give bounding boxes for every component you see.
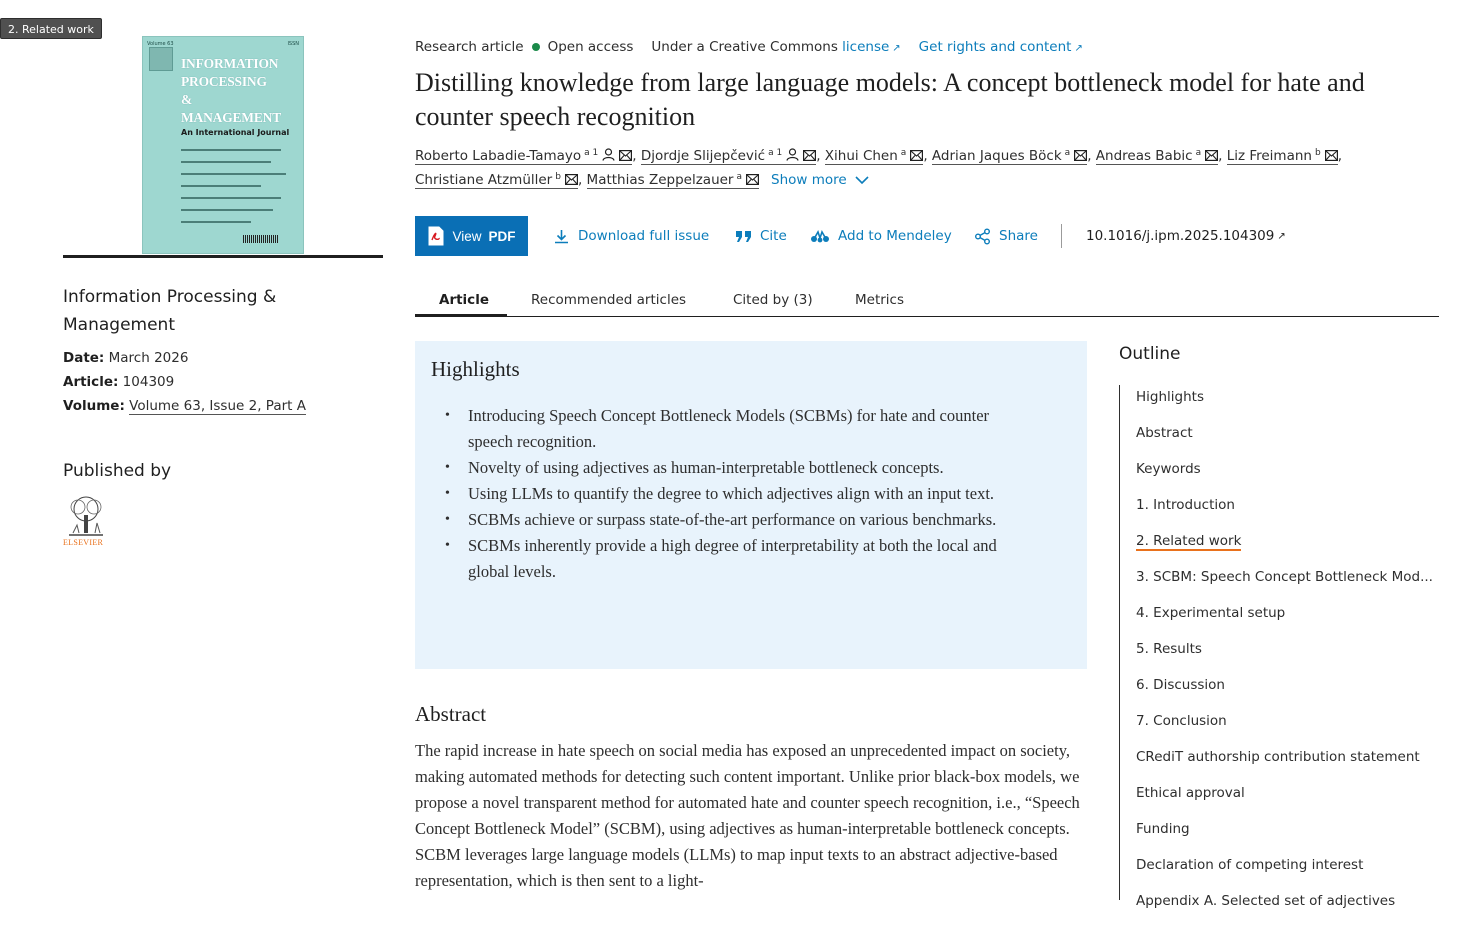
elsevier-cover-logo [149,47,173,71]
elsevier-tree-icon[interactable] [63,495,109,539]
author-name: Andreas Babic [1095,148,1193,164]
outline-item[interactable]: Funding [1136,821,1190,837]
list-item: • Introducing Speech Concept Bottleneck Models (SCBMs) for hate and counter speech recognition. [431,403,1011,455]
email-icon[interactable] [906,148,923,164]
tooltip: 2. Related work [0,18,102,39]
cover-divider [63,255,383,258]
author-link[interactable] [415,172,578,189]
chevron-down-icon [847,172,869,188]
outline-item[interactable]: Ethical approval [1136,785,1245,801]
open-access-dot [532,43,540,51]
email-icon[interactable] [615,148,632,164]
doi-link[interactable]: 10.1016/j.ipm.2025.104309 ↗ [1086,228,1286,244]
author-link[interactable] [641,148,816,165]
author-name: Liz Freimann [1226,148,1312,164]
email-icon[interactable] [1321,148,1338,164]
email-icon[interactable] [561,172,578,188]
highlights-box [415,341,1087,669]
outline-item[interactable]: Abstract [1136,425,1193,441]
rights-link[interactable]: Get rights and content ↗ [918,39,1083,55]
license-prefix: Under a Creative Commons [651,39,838,55]
outline-item[interactable]: Appendix A. Selected set of adjectives [1136,893,1396,909]
abstract-heading: Abstract [415,702,487,726]
list-item: • Using LLMs to quantify the degree to which adjectives align with an input text. [431,481,1011,507]
open-access-label: Open access [547,39,634,55]
outline-item[interactable]: Highlights [1136,389,1204,405]
volume-link[interactable]: Volume 63, Issue 2, Part A [129,398,306,414]
journal-cover[interactable]: Volume 63 ISSN INFORMATION PROCESSING & MANAGEMENT An International Journal [142,36,304,254]
affiliation-marker: a [1064,147,1071,158]
author-link[interactable] [1096,148,1218,165]
mendeley-icon [810,229,830,244]
elsevier-wordmark: ELSEVIER [63,538,104,547]
email-icon[interactable] [1201,148,1218,164]
email-icon[interactable] [1070,148,1087,164]
share-icon [974,228,991,245]
author-list: Roberto Labadie-Tamayo $^{a 1}$ , Djordje Slijepčević $^{a 1}$ , Xihui Chen $^a$ , Adrian Jaques Böck $^a$ , Andreas Babic $^a$ , Liz Freimann $^b$ , Christiane Atzmüller $^b$ , Matthias Zeppelzauer $^a$ Show more [415,147,1342,188]
tab-metrics[interactable]: Metrics [855,292,905,308]
volume-meta: Volume: Volume 63, Issue 2, Part A [63,398,306,414]
author-link[interactable] [415,148,632,165]
share-button[interactable]: Share [974,216,1038,256]
external-link-icon: ↗ [892,43,901,54]
pdf-icon [427,226,445,246]
outline-item[interactable]: 5. Results [1136,641,1202,657]
outline-item[interactable]: 1. Introduction [1136,497,1235,513]
article-type-line [415,39,1083,55]
outline-item[interactable]: 3. SCBM: Speech Concept Bottleneck Mod... [1136,569,1433,585]
author-name: Xihui Chen [824,148,898,164]
outline-heading: Outline [1119,344,1181,364]
author-name: Djordje Slijepčević [640,148,766,164]
author-link[interactable] [1227,148,1338,165]
affiliation-marker: a [736,171,742,182]
person-icon [598,148,615,164]
list-item: • SCBMs inherently provide a high degree of interpretability at both the local and global levels. [431,533,1011,585]
article-meta: Article: 104309 [63,374,175,390]
outline-item[interactable]: 6. Discussion [1136,677,1225,693]
tab-article[interactable]: Article [415,288,507,317]
list-item: • SCBMs achieve or surpass state-of-the-art performance on various benchmarks. [431,507,1011,533]
add-to-mendeley-button[interactable]: Add to Mendeley [810,216,952,256]
cover-title: INFORMATION PROCESSING & MANAGEMENT [181,56,281,125]
view-pdf-button[interactable]: View PDF [415,216,528,256]
tab-recommended-articles[interactable]: Recommended articles [531,292,687,308]
outline-item[interactable]: 7. Conclusion [1136,713,1227,729]
barcode [243,235,279,243]
author-name: Christiane Atzmüller [415,172,553,188]
affiliation-marker: a 1 [584,147,599,158]
license-link[interactable]: license ↗ [842,39,901,55]
outline-item[interactable]: 2. Related work [1136,533,1242,549]
cite-button[interactable]: Cite [735,216,787,256]
article-tabs [415,288,1439,317]
show-more-button[interactable]: Show more [771,172,869,188]
article-title: Distilling knowledge from large language models: A concept bottleneck model for hate and counter speech recognition [415,68,1365,131]
affiliation-marker: a 1 [768,147,783,158]
article-type: Research article [415,39,524,55]
author-link[interactable] [587,172,759,189]
date-meta: Date: March 2026 [63,350,189,366]
affiliation-marker: b [555,171,561,182]
journal-title[interactable]: Information Processing & Management [63,287,277,335]
author-name: Roberto Labadie-Tamayo [415,148,582,164]
download-issue-button[interactable]: Download full issue [553,216,709,256]
highlights-list [431,403,1011,585]
person-icon [782,148,799,164]
list-item: • Novelty of using adjectives as human-interpretable bottleneck concepts. [431,455,1011,481]
quote-icon [735,229,752,244]
published-by-label: Published by [63,461,172,481]
author-link[interactable] [932,148,1087,165]
outline-item[interactable]: CRediT authorship contribution statement [1136,749,1420,765]
email-icon[interactable] [799,148,816,164]
cover-subtitle: An International Journal [181,128,290,137]
email-icon[interactable] [742,172,759,188]
outline-item[interactable]: 4. Experimental setup [1136,605,1286,621]
download-icon [553,228,570,245]
outline-item[interactable]: Declaration of competing interest [1136,857,1364,873]
author-name: Matthias Zeppelzauer [586,172,734,188]
highlights-heading: Highlights [431,357,520,381]
affiliation-marker: b [1314,147,1321,158]
outline-item[interactable]: Keywords [1136,461,1201,477]
tab-cited-by[interactable]: Cited by (3) [733,292,813,308]
external-link-icon: ↗ [1074,43,1083,54]
outline-list [1136,386,1433,926]
external-link-icon: ↗ [1277,230,1286,242]
affiliation-marker: a [1195,147,1202,158]
toolbar-divider [1061,224,1062,248]
abstract-text: The rapid increase in hate speech on social media has exposed an unprecedented impact on society, making automated methods for detecting such content important. Unlike prior black-box models, we propose a novel transparent method for automated hate and counter speech recognition, i.e., “Speech Concept Bottleneck Model” (SCBM), using adjectives as human-interpretable bottleneck concepts. SCBM leverages large language models (LLMs) to map input texts to an abstract adjective-based representation, which is then sent to a light- [415,741,1080,890]
author-link[interactable] [825,148,924,165]
author-name: Adrian Jaques Böck [931,148,1062,164]
outline-rail [1119,385,1120,900]
affiliation-marker: a [900,147,907,158]
